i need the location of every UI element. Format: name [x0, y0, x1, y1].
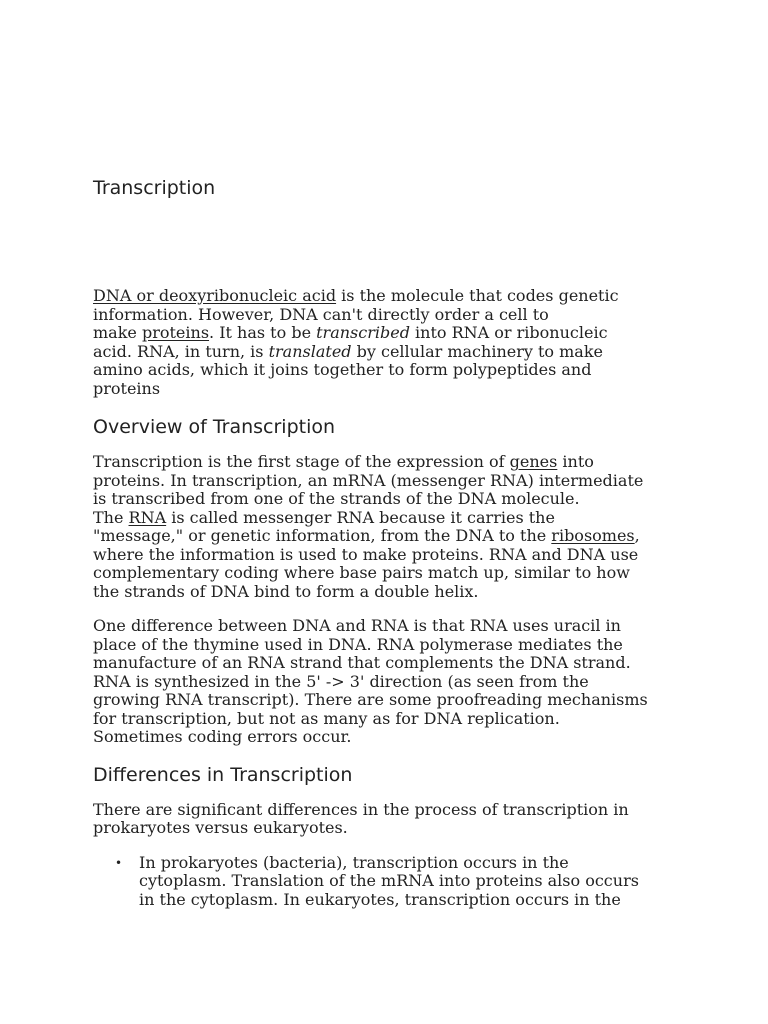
intro-paragraph: DNA or deoxyribonucleic acid is the molecule that codes genetic information. However, DNA can't directly order a cell to make proteins. It has to be transcribed into RNA or ribonucleic acid. RNA, in turn, is translated by cellular machinery to make amino acids, which it joins together to form polypeptides and proteins	[93, 286, 619, 398]
list-item: • In prokaryotes (bacteria), transcription occurs in the cytoplasm. Translation of the mRNA into proteins also occurs in the cytoplasm. In eukaryotes, transcription occurs in the	[115, 852, 639, 909]
difference-paragraph: One difference between DNA and RNA is that RNA uses uracil in place of the thymine used in DNA. RNA polymerase mediates the manufacture of an RNA strand that complements the DNA strand. RNA is synthesized in the 5' -> 3' direction (as seen from the growing RNA transcript). There are some proofreading mechanisms for transcription, but not as many as for DNA replication. Sometimes coding errors occur.	[93, 616, 648, 746]
rna-link[interactable]: RNA	[128, 507, 167, 527]
bullet-icon: •	[115, 855, 123, 870]
ribosomes-link[interactable]: ribosomes	[551, 526, 635, 545]
document-title: Transcription	[93, 177, 216, 199]
differences-list	[93, 854, 683, 910]
overview-paragraph: Transcription is the first stage of the expression of genes into proteins. In transcription, an mRNA (messenger RNA) intermediate is transcribed from one of the strands of the DNA molecule. The RNA is called messenger RNA because it carries the "message," or genetic information, from the DNA to the ribosomes, where the information is used to make proteins. RNA and DNA use complementary coding where base pairs match up, similar to how the strands of DNA bind to form a double helix.	[93, 452, 644, 601]
dna-link[interactable]: DNA or deoxyribonucleic acid	[93, 286, 337, 305]
overview-heading: Overview of Transcription	[93, 416, 336, 438]
proteins-link[interactable]: proteins	[141, 323, 210, 342]
genes-link[interactable]: genes	[509, 452, 558, 471]
document-content	[93, 176, 683, 909]
differences-heading: Differences in Transcription	[93, 763, 353, 786]
differences-paragraph: There are significant differences in the process of transcription in prokaryotes versus eukaryotes.	[93, 799, 629, 837]
